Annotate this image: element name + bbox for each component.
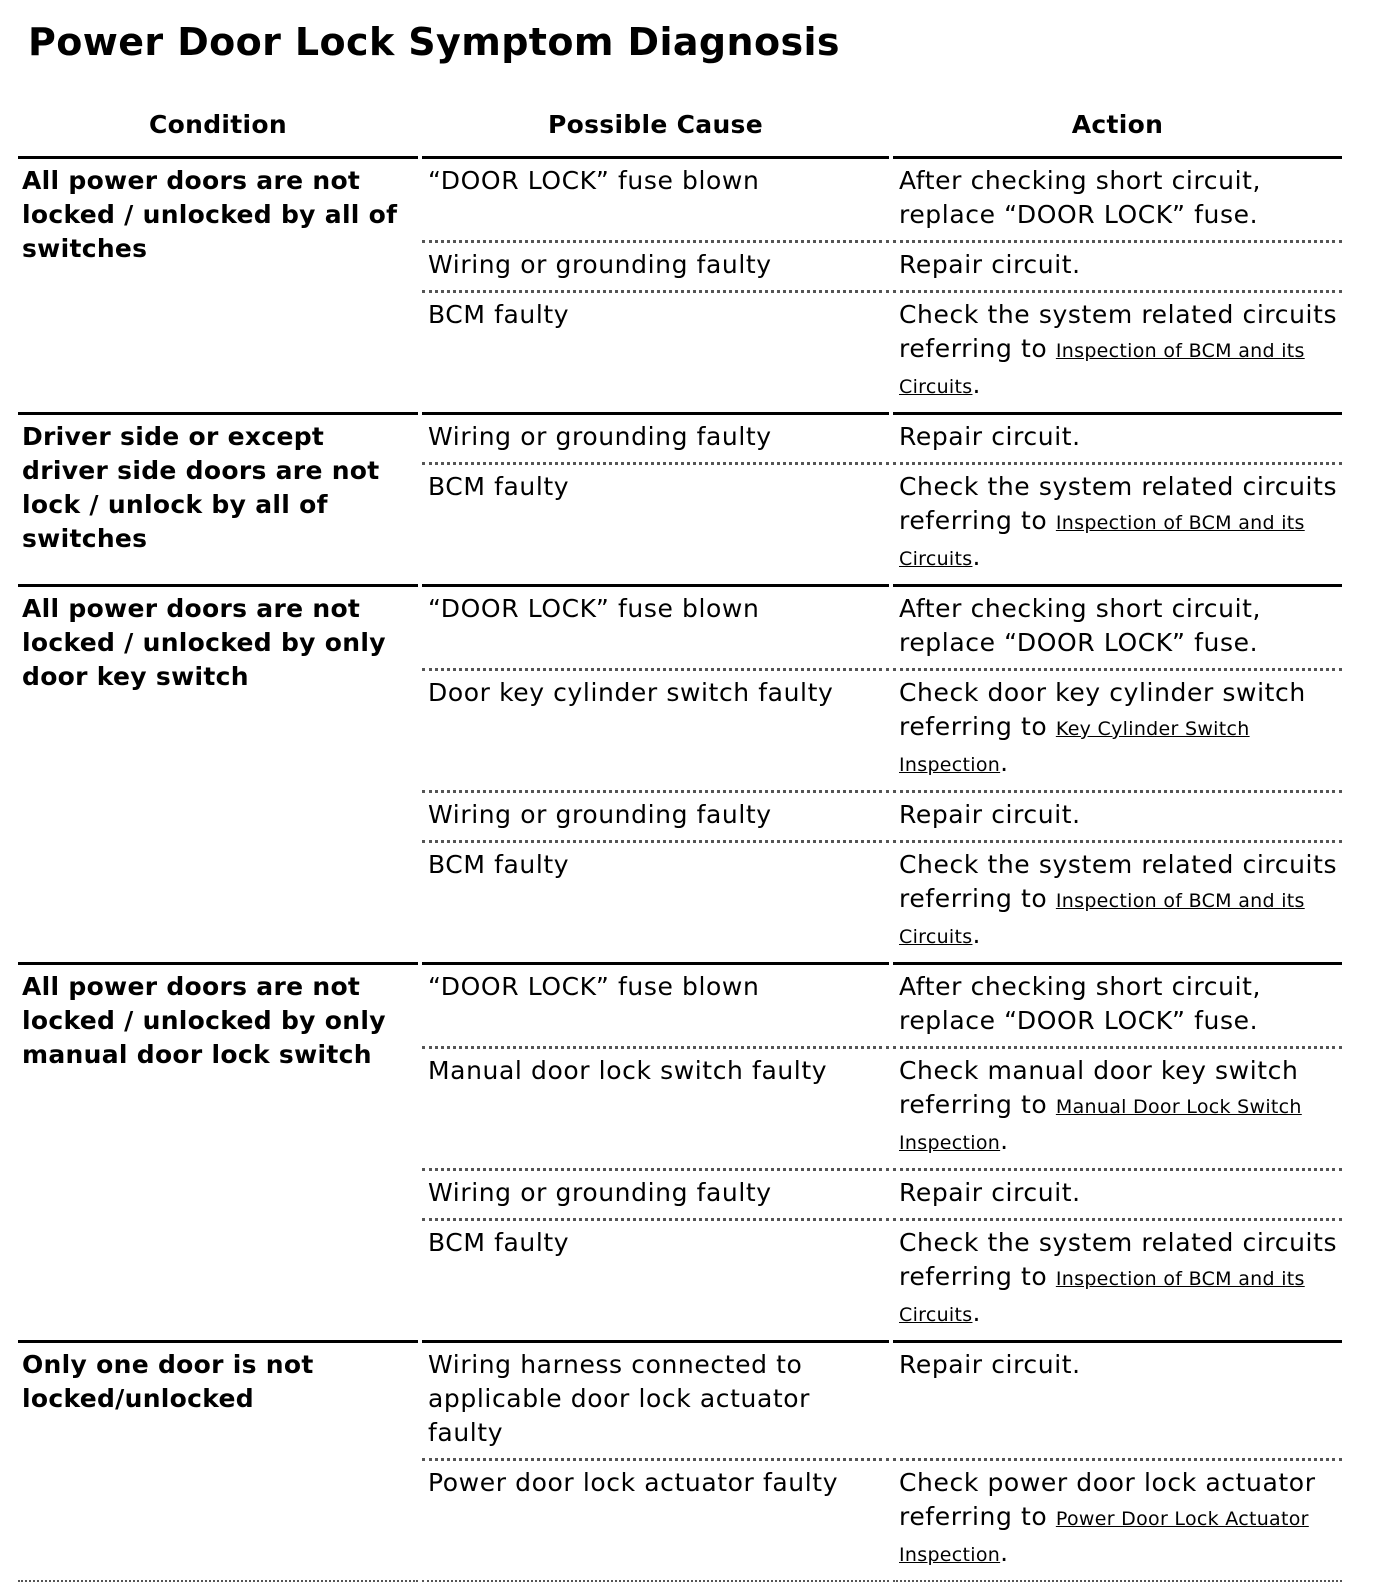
cause-cell: BCM faulty bbox=[422, 1218, 889, 1340]
inspection-link[interactable]: Key Cylinder Switch Inspection bbox=[899, 718, 1250, 776]
inspection-link[interactable]: Inspection of BCM and its Circuits bbox=[899, 890, 1305, 948]
cause-cell: Wiring harness connected to applicable door lock actuator faulty bbox=[422, 1340, 889, 1458]
action-text: Check the system related circuits referring to bbox=[899, 1228, 1338, 1291]
action-text: Check manual door key switch referring to bbox=[899, 1056, 1299, 1119]
table-row bbox=[18, 159, 1342, 240]
cause-cell: “DOOR LOCK” fuse blown bbox=[428, 166, 760, 195]
action-cell: After checking short circuit, replace “DOOR LOCK” fuse. bbox=[893, 584, 1342, 668]
action-cell: Check the system related circuits referring to Inspection of BCM and its Circuits. bbox=[893, 290, 1342, 412]
cause-cell: BCM faulty bbox=[422, 840, 889, 962]
action-cell: Check the system related circuits referring to Inspection of BCM and its Circuits. bbox=[893, 1218, 1342, 1340]
condition-cell: All power doors are not locked / unlocked by only door key switch bbox=[18, 584, 418, 962]
inspection-link[interactable]: Inspection of BCM and its Circuits bbox=[899, 1268, 1305, 1326]
header-action: Action bbox=[893, 102, 1342, 159]
action-cell: Repair circuit. bbox=[893, 240, 1342, 290]
inspection-link[interactable]: Inspection of BCM and its Circuits bbox=[899, 340, 1305, 398]
header-possible-cause: Possible Cause bbox=[422, 102, 889, 159]
cause-cell: BCM faulty bbox=[422, 290, 889, 412]
action-cell: Check the system related circuits referring to Inspection of BCM and its Circuits. bbox=[893, 840, 1342, 962]
cause-cell: Wiring or grounding faulty bbox=[422, 412, 889, 462]
cause-cell: Manual door lock switch faulty bbox=[422, 1046, 889, 1168]
cause-cell: Wiring or grounding faulty bbox=[422, 790, 889, 840]
action-text: Check the system related circuits referring to bbox=[899, 850, 1338, 913]
condition-cell: All power doors are not locked / unlocked by all of switches bbox=[22, 166, 398, 263]
page-title: Power Door Lock Symptom Diagnosis bbox=[28, 20, 840, 64]
action-cell: After checking short circuit, replace “DOOR LOCK” fuse. bbox=[893, 962, 1342, 1046]
table-row bbox=[18, 584, 1342, 668]
action-cell: Repair circuit. bbox=[893, 412, 1342, 462]
action-cell: After checking short circuit, replace “DOOR LOCK” fuse. bbox=[899, 166, 1262, 229]
condition-cell: Only one door is not locked/unlocked bbox=[18, 1340, 418, 1582]
header-condition: Condition bbox=[18, 102, 418, 159]
action-text: Check door key cylinder switch referring to bbox=[899, 678, 1306, 741]
action-cell: Repair circuit. bbox=[893, 790, 1342, 840]
action-cell: Check door key cylinder switch referring to Key Cylinder Switch Inspection. bbox=[893, 668, 1342, 790]
cause-cell: “DOOR LOCK” fuse blown bbox=[422, 962, 889, 1046]
diagnosis-table bbox=[14, 102, 1346, 1582]
condition-cell: Driver side or except driver side doors are not lock / unlock by all of switches bbox=[18, 412, 418, 584]
action-cell: Check the system related circuits referring to Inspection of BCM and its Circuits. bbox=[893, 462, 1342, 584]
action-cell: Check power door lock actuator referring to Power Door Lock Actuator Inspection. bbox=[893, 1458, 1342, 1582]
cause-cell: Wiring or grounding faulty bbox=[422, 1168, 889, 1218]
action-cell: Check manual door key switch referring to Manual Door Lock Switch Inspection. bbox=[893, 1046, 1342, 1168]
inspection-link[interactable]: Inspection of BCM and its Circuits bbox=[899, 512, 1305, 570]
action-text: Check the system related circuits referring to bbox=[899, 472, 1338, 535]
cause-cell: Door key cylinder switch faulty bbox=[422, 668, 889, 790]
action-text: Check the system related circuits referring to bbox=[899, 300, 1338, 363]
table-row bbox=[18, 1340, 1342, 1458]
cause-cell: BCM faulty bbox=[422, 462, 889, 584]
table-body bbox=[18, 159, 1342, 1582]
action-cell: Repair circuit. bbox=[893, 1340, 1342, 1458]
action-cell: Repair circuit. bbox=[893, 1168, 1342, 1218]
table-row bbox=[18, 962, 1342, 1046]
cause-cell: Wiring or grounding faulty bbox=[422, 240, 889, 290]
cause-cell: Power door lock actuator faulty bbox=[422, 1458, 889, 1582]
cause-cell: “DOOR LOCK” fuse blown bbox=[422, 584, 889, 668]
inspection-link[interactable]: Manual Door Lock Switch Inspection bbox=[899, 1096, 1302, 1154]
table-row bbox=[18, 412, 1342, 462]
condition-cell: All power doors are not locked / unlocked by only manual door lock switch bbox=[18, 962, 418, 1340]
inspection-link[interactable]: Power Door Lock Actuator Inspection bbox=[899, 1508, 1309, 1566]
action-text: Check power door lock actuator referring to bbox=[899, 1468, 1316, 1531]
table-header-row bbox=[18, 102, 1342, 159]
